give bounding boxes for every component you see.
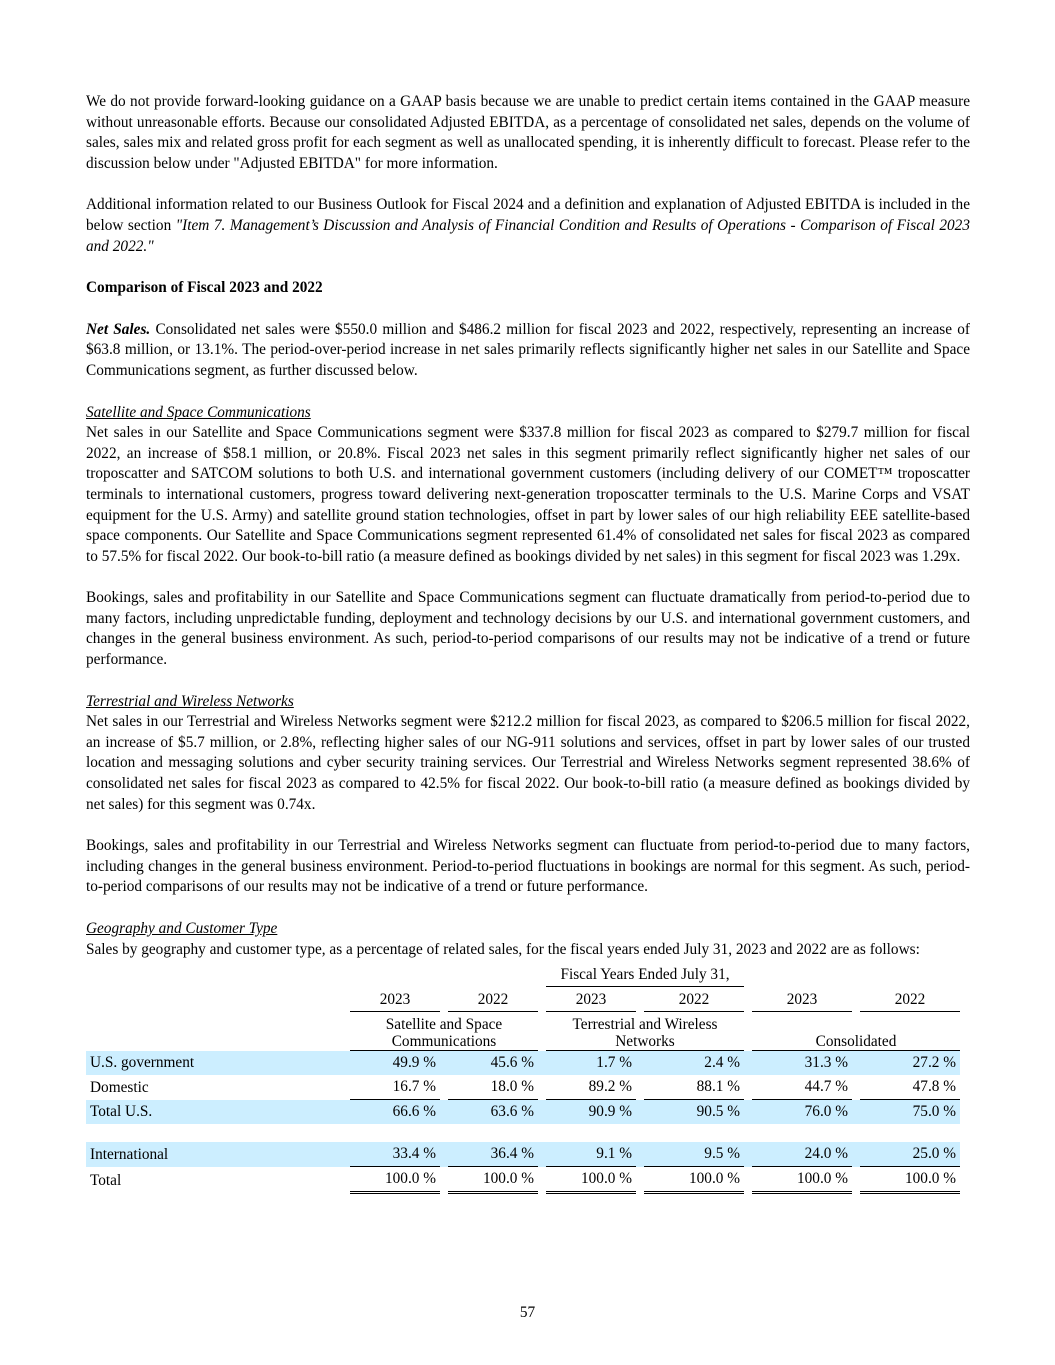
net-sales-lead: Net Sales. [86,320,151,338]
table-row [86,1142,960,1167]
table-cell: 90.5 % [644,1100,744,1124]
sales-by-geography-table [86,962,960,1194]
table-cell: 100.0 % [546,1167,636,1194]
group-header: Terrestrial and Wireless Networks [546,1012,744,1051]
paragraph-satellite-bookings: Bookings, sales and profitability in our Satellite and Space Communications segment can fluctuate dramatically from period-to-period due to many factors, including unpredictable funding, deployment and technology decisions by our U.S. and international government customers, and changes in the general business environment. As such, period-to-period comparisons of our results may not be indicative of a trend or future performance. [86,589,970,669]
year-header: 2023 [546,987,636,1012]
row-label: Domestic [90,1078,149,1096]
paragraph-terrestrial-bookings: Bookings, sales and profitability in our Terrestrial and Wireless Networks segment can fluctuate from period-to-period due to many factors, including changes in the general business environment. Period-to-period fluctuations in bookings are normal for this segment. As such, period-to-period comparisons of our results may not be indicative of a trend or future performance. [86,837,970,896]
table-row [86,1100,960,1124]
paragraph-geography: Sales by geography and customer type, as a percentage of related sales, for the fiscal years ended July 31, 2023 and 2022 are as follows: [86,940,920,958]
table-cell: 88.1 % [644,1075,744,1100]
table-row [86,1051,960,1075]
table-cell: 44.7 % [752,1075,852,1100]
table-cell: 47.8 % [860,1075,960,1100]
outlook-reference: "Item 7. Management’s Discussion and Analysis of Financial Condition and Results of Operations - Comparison of Fiscal 2023 and 2022." [86,216,970,255]
group-header: Satellite and Space Communications [350,1012,538,1051]
table-cell: 9.1 % [546,1142,636,1167]
table-cell: 100.0 % [752,1167,852,1194]
document-body [86,92,970,1194]
table-cell: 16.7 % [350,1075,440,1100]
table-cell: 31.3 % [752,1051,852,1075]
row-label: International [86,1142,350,1167]
table-cell: 18.0 % [448,1075,538,1100]
paragraph-net-sales [86,320,970,382]
section-heading: Comparison of Fiscal 2023 and 2022 [86,279,323,297]
table-cell: 2.4 % [644,1051,744,1075]
table-cell: 63.6 % [448,1100,538,1124]
satellite-heading: Satellite and Space Communications [86,403,311,421]
terrestrial-heading: Terrestrial and Wireless Networks [86,692,294,710]
table-cell: 27.2 % [860,1051,960,1075]
row-label: Total [90,1171,122,1189]
group-header: Consolidated [752,1012,960,1051]
table-group-row [86,1012,960,1051]
row-label: Total U.S. [86,1100,350,1124]
table-cell: 75.0 % [860,1100,960,1124]
table-super-header: Fiscal Years Ended July 31, [546,962,744,987]
table-cell: 45.6 % [448,1051,538,1075]
year-header: 2022 [860,987,960,1012]
table-cell: 76.0 % [752,1100,852,1124]
net-sales-text: Consolidated net sales were $550.0 million and $486.2 million for fiscal 2023 and 2022, respectively, representing an increase of $63.8 million, or 13.1%. The period-over-period increase in net sales primarily reflects significantly higher net sales in our Satellite and Space Communications segment, as further discussed below. [86,320,970,379]
table-cell: 100.0 % [350,1167,440,1194]
table-cell: 25.0 % [860,1142,960,1167]
table-super-header-row [86,962,960,987]
table-cell: 24.0 % [752,1142,852,1167]
table-cell: 49.9 % [350,1051,440,1075]
table-cell: 36.4 % [448,1142,538,1167]
year-header: 2023 [752,987,852,1012]
table-cell: 9.5 % [644,1142,744,1167]
table-cell: 66.6 % [350,1100,440,1124]
year-header: 2023 [350,987,440,1012]
table-cell: 100.0 % [448,1167,538,1194]
table-row [86,1167,960,1194]
row-label: U.S. government [86,1051,350,1075]
page-number: 57 [519,1304,536,1321]
table-row [86,1075,960,1100]
year-header: 2022 [448,987,538,1012]
paragraph-guidance: We do not provide forward-looking guidance on a GAAP basis because we are unable to predict certain items contained in the GAAP measure without unreasonable efforts. Because our consolidated Adjusted EBITDA, as a percentage of consolidated net sales, depends on the volume of sales, sales mix and related gross profit for each segment as well as unallocated spending, it is inherently difficult to forecast. Please refer to the discussion below under "Adjusted EBITDA" for more information. [86,93,970,172]
table-cell: 100.0 % [860,1167,960,1194]
table-year-row [86,987,960,1012]
paragraph-satellite-sales: Net sales in our Satellite and Space Communications segment were $337.8 million for fiscal 2023 as compared to $279.7 million for fiscal 2022, an increase of $58.1 million, or 20.8%. Fiscal 2023 net sales in this segment primarily reflect significantly higher net sales of our troposcatter and SATCOM solutions to both U.S. and international government customers (including delivery of our COMET™ troposcatter terminals to international customers, progress toward delivering next-generation troposcatter terminals to the U.S. Marine Corps and VSAT equipment for the U.S. Army) and satellite ground station technologies, offset in part by lower sales of our high reliability EEE satellite-based space components. Our Satellite and Space Communications segment represented 61.4% of consolidated net sales for fiscal 2023 as compared to 57.5% for fiscal 2022. Our book-to-bill ratio (a measure defined as bookings divided by net sales) in this segment for fiscal 2023 was 1.29x. [86,424,970,565]
table-cell: 100.0 % [644,1167,744,1194]
table-cell: 33.4 % [350,1142,440,1167]
geography-heading: Geography and Customer Type [86,920,278,937]
paragraph-terrestrial-sales: Net sales in our Terrestrial and Wireless Networks segment were $212.2 million for fiscal 2023, as compared to $206.5 million for fiscal 2022, an increase of $5.7 million, or 2.8%, reflecting higher sales of our NG-911 solutions and services, offset in part by lower sales of our trusted location and messaging solutions and cyber security training services. Our Terrestrial and Wireless Networks segment represented 38.6% of consolidated net sales for fiscal 2023 as compared to 42.5% for fiscal 2022. Our book-to-bill ratio (a measure defined as bookings divided by net sales) for this segment was 0.74x. [86,713,970,813]
outlook-text: Additional information related to our Business Outlook for Fiscal 2024 and a definition and explanation of Adjusted EBITDA is included in the below section [86,196,970,234]
table-cell: 90.9 % [546,1100,636,1124]
paragraph-outlook [86,195,970,257]
year-header: 2022 [644,987,744,1012]
table-cell: 1.7 % [546,1051,636,1075]
table-cell: 89.2 % [546,1075,636,1100]
